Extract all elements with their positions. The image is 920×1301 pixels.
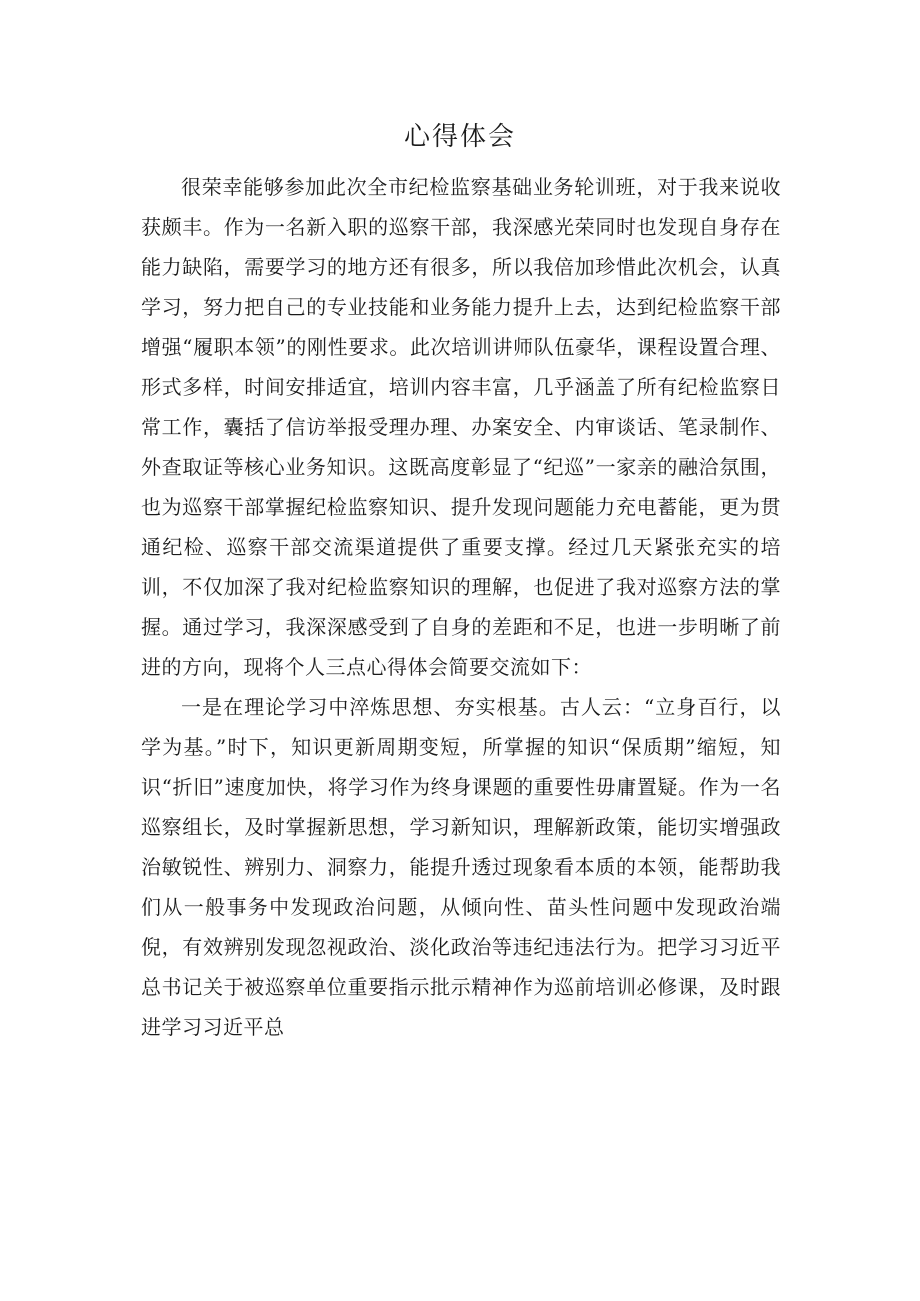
paragraph-intro: 很荣幸能够参加此次全市纪检监察基础业务轮训班，对于我来说收获颇丰。作为一名新入职的巡察干部，我深感光荣同时也发现自身存在能力缺陷，需要学习的地方还有很多，所以我倍加珍惜此次机会，认真学习，努力把自己的专业技能和业务能力提升上去，达到纪检监察干部增强“履职本领”的刚性要求。此次培训讲师队伍豪华，课程设置合理、形式多样，时间安排适宜，培训内容丰富，几乎涵盖了所有纪检监察日常工作，囊括了信访举报受理办理、办案安全、内审谈话、笔录制作、外查取证等核心业务知识。这既高度彰显了“纪巡”一家亲的融洽氛围，也为巡察干部掌握纪检监察知识、提升发现问题能力充电蓄能，更为贯通纪检、巡察干部交流渠道提供了重要支撑。经过几天紧张充实的培训，不仅加深了我对纪检监察知识的理解，也促进了我对巡察方法的掌握。通过学习，我深深感受到了自身的差距和不足，也进一步明晰了前进的方向，现将个人三点心得体会简要交流如下：	[141, 175, 781, 679]
document-title: 心得体会	[403, 122, 516, 152]
document-body	[141, 167, 781, 1047]
paragraph-point-one: 一是在理论学习中淬炼思想、夯实根基。古人云：“立身百行，以学为基。”时下，知识更新周期变短，所掌握的知识“保质期”缩短，知识“折旧”速度加快，将学习作为终身课题的重要性毋庸置疑。作为一名巡察组长，及时掌握新思想，学习新知识，理解新政策，能切实增强政治敏锐性、辨别力、洞察力，能提升透过现象看本质的本领，能帮助我们从一般事务中发现政治问题，从倾向性、苗头性问题中发现政治端倪，有效辨别发现忽视政治、淡化政治等违纪违法行为。把学习习近平总书记关于被巡察单位重要指示批示精神作为巡前培训必修课，及时跟进学习习近平总	[141, 695, 781, 1039]
